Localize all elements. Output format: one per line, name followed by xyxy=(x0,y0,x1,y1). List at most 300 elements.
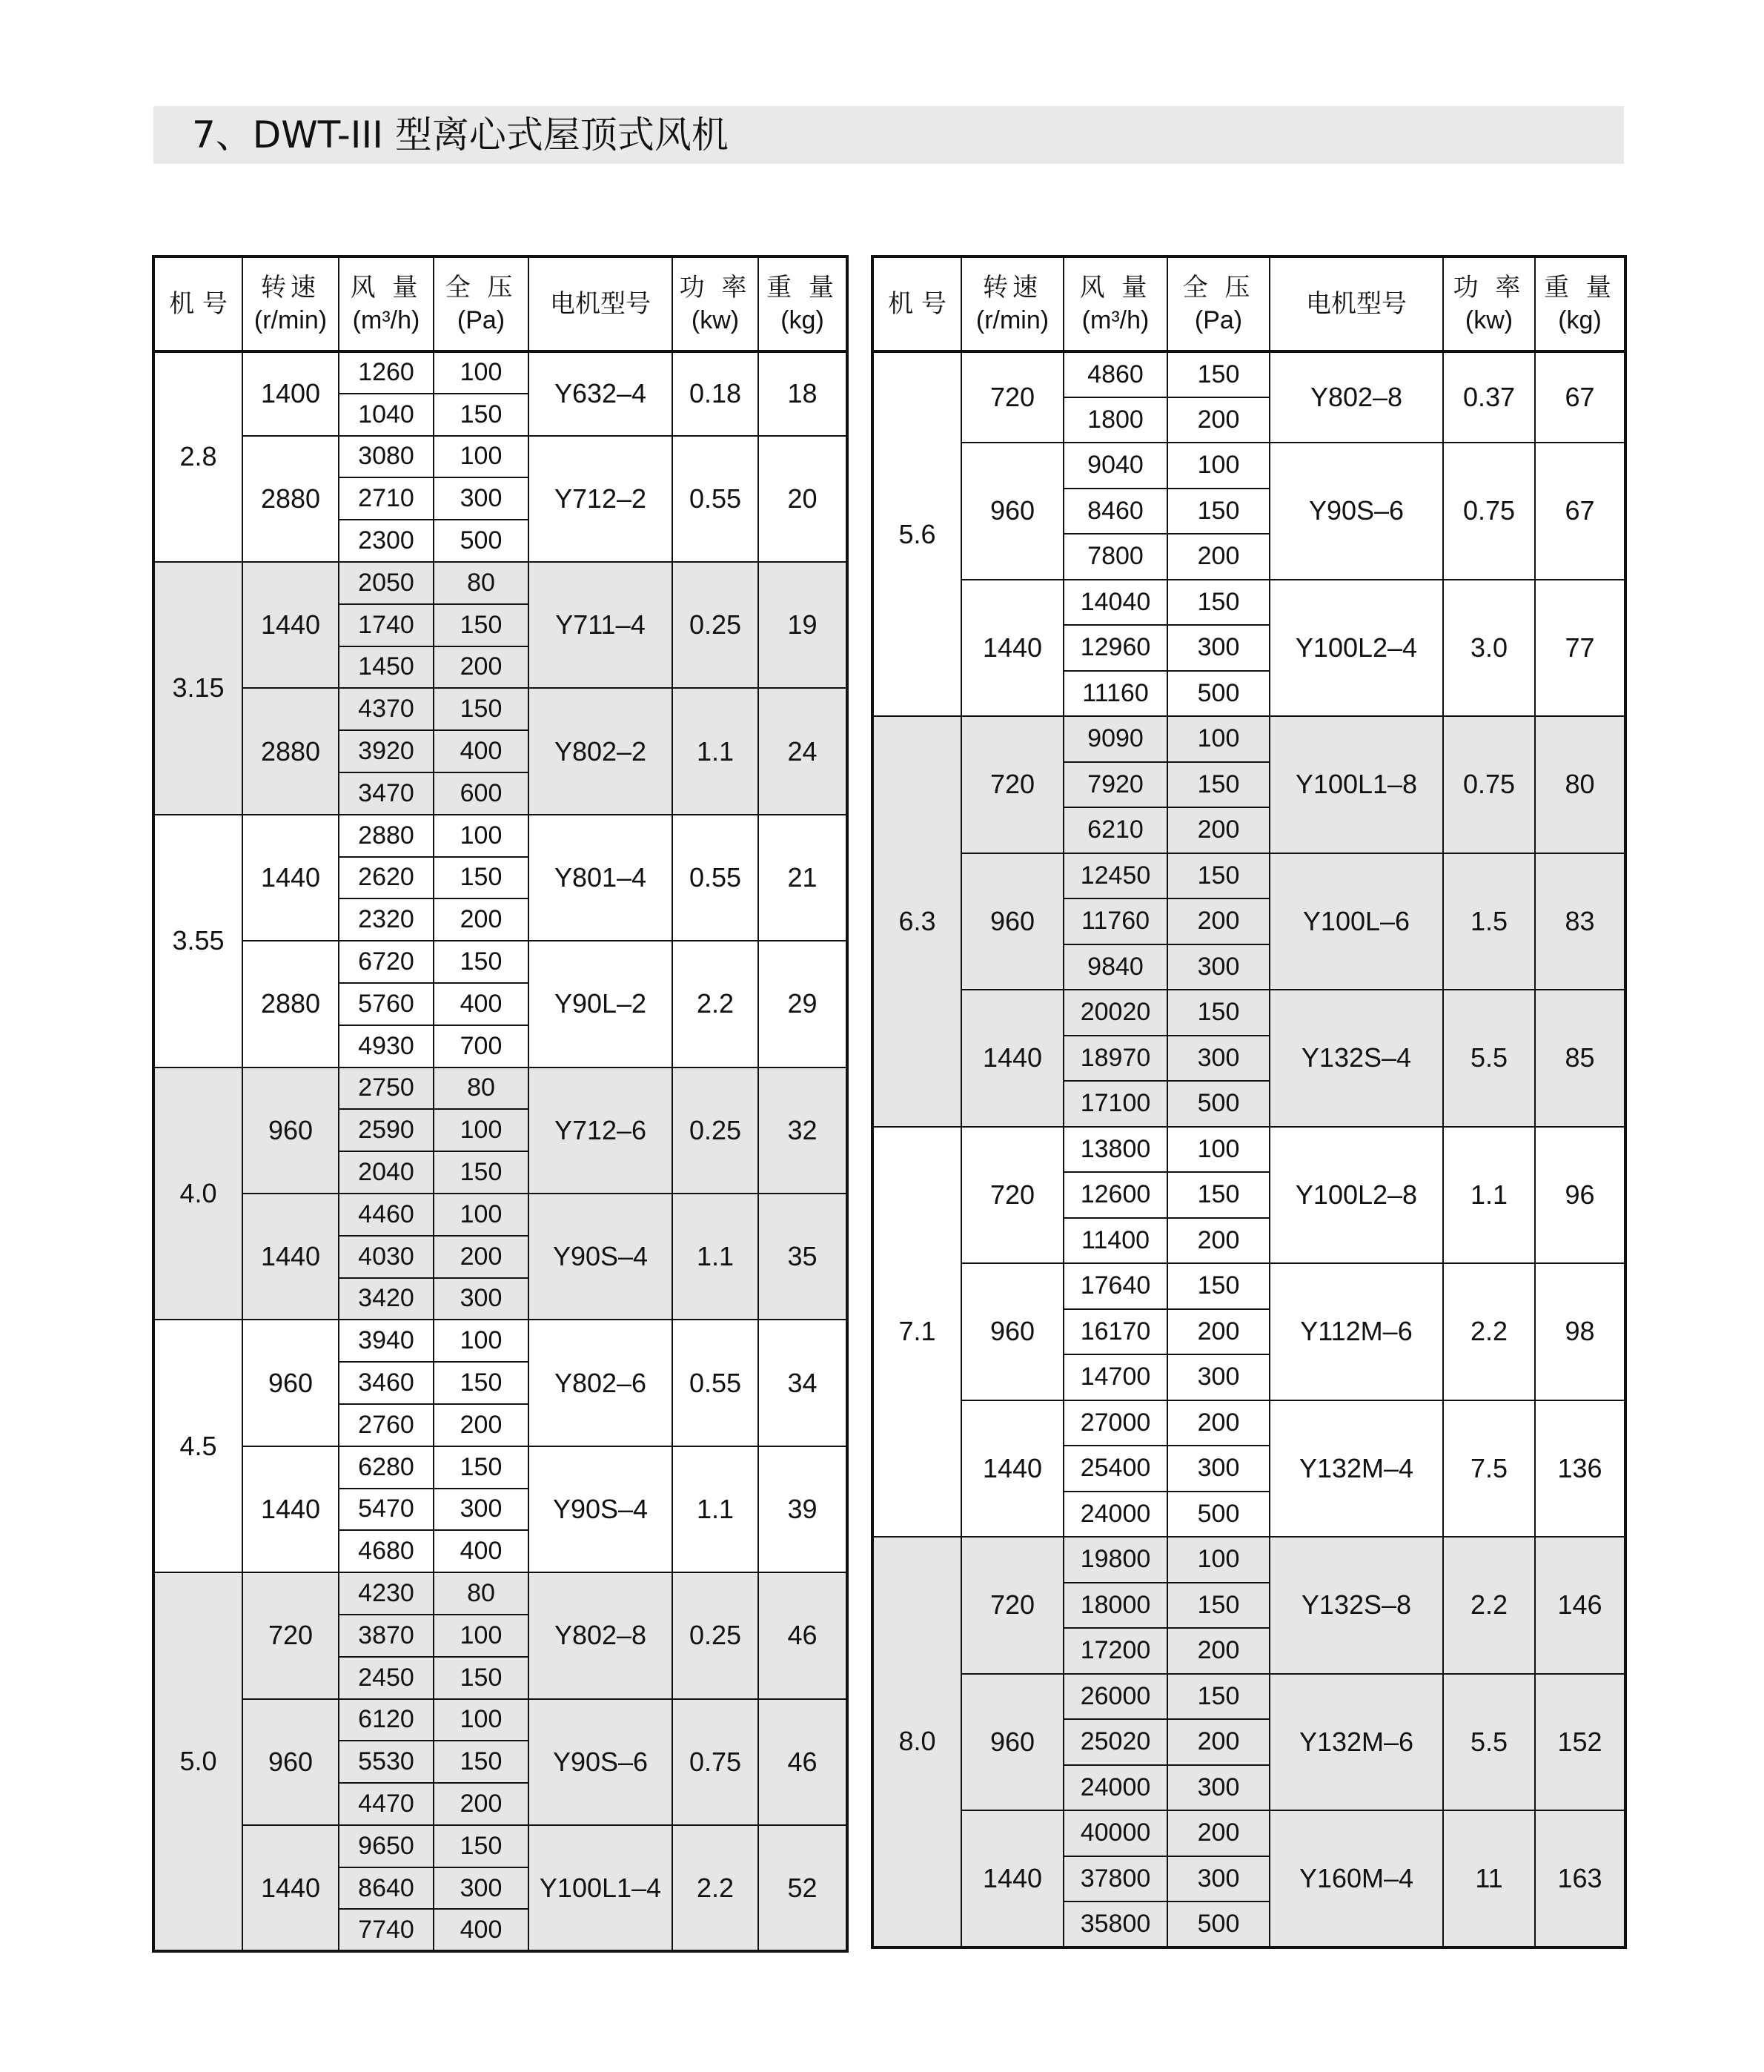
pressure-cell: 500 xyxy=(1167,1492,1270,1538)
speed-cell: 1440 xyxy=(961,990,1064,1127)
pressure-cell: 300 xyxy=(434,1489,528,1531)
speed-cell: 720 xyxy=(961,351,1064,443)
motor-model-cell: Y100L1–8 xyxy=(1270,716,1443,853)
table-body-right xyxy=(872,351,1625,1947)
pressure-cell: 150 xyxy=(1167,580,1270,626)
pressure-cell: 150 xyxy=(1167,489,1270,534)
flow-cell: 14700 xyxy=(1064,1354,1167,1400)
weight-cell: 20 xyxy=(758,436,847,562)
pressure-cell: 500 xyxy=(1167,671,1270,717)
flow-cell: 9650 xyxy=(339,1825,434,1867)
motor-model-cell: Y802–8 xyxy=(528,1572,672,1698)
pressure-cell: 100 xyxy=(434,1194,528,1236)
flow-cell: 4370 xyxy=(339,688,434,730)
weight-cell: 67 xyxy=(1535,443,1625,580)
weight-cell: 96 xyxy=(1535,1127,1625,1264)
motor-model-cell: Y100L2–8 xyxy=(1270,1127,1443,1264)
pressure-cell: 150 xyxy=(1167,1583,1270,1629)
table-row xyxy=(872,443,1625,489)
power-cell: 2.2 xyxy=(1443,1263,1535,1400)
power-cell: 2.2 xyxy=(672,941,758,1067)
flow-cell: 2880 xyxy=(339,815,434,857)
speed-cell: 2880 xyxy=(242,688,339,814)
flow-cell: 13800 xyxy=(1064,1127,1167,1173)
flow-cell: 5470 xyxy=(339,1489,434,1531)
flow-cell: 3460 xyxy=(339,1362,434,1404)
flow-cell: 14040 xyxy=(1064,580,1167,626)
table-row xyxy=(153,815,847,857)
motor-model-cell: Y802–8 xyxy=(1270,351,1443,443)
flow-cell: 20020 xyxy=(1064,990,1167,1036)
power-cell: 2.2 xyxy=(672,1825,758,1951)
fan-no-cell: 2.8 xyxy=(153,351,242,562)
flow-cell: 11760 xyxy=(1064,898,1167,944)
pressure-cell: 200 xyxy=(1167,1400,1270,1446)
speed-cell: 2880 xyxy=(242,941,339,1067)
table-row xyxy=(153,1320,847,1362)
motor-model-cell: Y802–6 xyxy=(528,1320,672,1446)
pressure-cell: 150 xyxy=(434,1825,528,1867)
flow-cell: 8640 xyxy=(339,1867,434,1910)
flow-cell: 5530 xyxy=(339,1741,434,1783)
pressure-cell: 300 xyxy=(1167,1446,1270,1492)
speed-cell: 1400 xyxy=(242,351,339,436)
weight-cell: 34 xyxy=(758,1320,847,1446)
motor-model-cell: Y132S–4 xyxy=(1270,990,1443,1127)
weight-cell: 35 xyxy=(758,1194,847,1320)
table-row xyxy=(153,941,847,983)
power-cell: 0.55 xyxy=(672,815,758,941)
pressure-cell: 300 xyxy=(1167,1036,1270,1082)
weight-cell: 146 xyxy=(1535,1537,1625,1674)
power-cell: 1.1 xyxy=(672,688,758,814)
flow-cell: 2760 xyxy=(339,1404,434,1446)
flow-cell: 6120 xyxy=(339,1699,434,1741)
weight-cell: 80 xyxy=(1535,716,1625,853)
flow-cell: 24000 xyxy=(1064,1492,1167,1538)
weight-cell: 136 xyxy=(1535,1400,1625,1538)
speed-cell: 720 xyxy=(961,1127,1064,1264)
motor-model-cell: Y90S–4 xyxy=(528,1446,672,1572)
pressure-cell: 150 xyxy=(434,688,528,730)
weight-cell: 67 xyxy=(1535,351,1625,443)
header-motor: 电机型号 xyxy=(1270,256,1443,351)
flow-cell: 3920 xyxy=(339,730,434,772)
pressure-cell: 150 xyxy=(434,1741,528,1783)
speed-cell: 960 xyxy=(961,1263,1064,1400)
power-cell: 0.25 xyxy=(672,1572,758,1698)
speed-cell: 1440 xyxy=(242,815,339,941)
power-cell: 0.25 xyxy=(672,562,758,688)
pressure-cell: 150 xyxy=(434,941,528,983)
flow-cell: 18970 xyxy=(1064,1036,1167,1082)
table-row xyxy=(153,1194,847,1236)
flow-cell: 27000 xyxy=(1064,1400,1167,1446)
flow-cell: 2750 xyxy=(339,1068,434,1110)
flow-cell: 25400 xyxy=(1064,1446,1167,1492)
pressure-cell: 200 xyxy=(1167,1719,1270,1765)
flow-cell: 12450 xyxy=(1064,853,1167,899)
power-cell: 0.37 xyxy=(1443,351,1535,443)
pressure-cell: 300 xyxy=(1167,1856,1270,1902)
table-row xyxy=(872,990,1625,1036)
flow-cell: 6720 xyxy=(339,941,434,983)
header-weight: 重 量 (kg) xyxy=(1535,256,1625,351)
speed-cell: 960 xyxy=(961,1674,1064,1811)
flow-cell: 17200 xyxy=(1064,1628,1167,1674)
header-flow: 风 量 (m³/h) xyxy=(339,256,434,351)
table-row xyxy=(872,1810,1625,1856)
table-body-left xyxy=(153,351,847,1951)
weight-cell: 163 xyxy=(1535,1810,1625,1947)
pressure-cell: 150 xyxy=(434,1362,528,1404)
table-row xyxy=(872,351,1625,397)
weight-cell: 83 xyxy=(1535,853,1625,990)
flow-cell: 4930 xyxy=(339,1025,434,1068)
power-cell: 0.55 xyxy=(672,436,758,562)
pressure-cell: 100 xyxy=(1167,1127,1270,1173)
motor-model-cell: Y90S–4 xyxy=(528,1194,672,1320)
flow-cell: 2620 xyxy=(339,857,434,899)
pressure-cell: 500 xyxy=(1167,1901,1270,1947)
flow-cell: 2300 xyxy=(339,520,434,562)
flow-cell: 11160 xyxy=(1064,671,1167,717)
flow-cell: 25020 xyxy=(1064,1719,1167,1765)
fan-spec-table-right xyxy=(871,255,1627,1949)
pressure-cell: 300 xyxy=(434,477,528,520)
flow-cell: 24000 xyxy=(1064,1765,1167,1811)
table-row xyxy=(872,1263,1625,1309)
pressure-cell: 150 xyxy=(1167,1172,1270,1218)
flow-cell: 26000 xyxy=(1064,1674,1167,1720)
speed-cell: 960 xyxy=(242,1320,339,1446)
motor-model-cell: Y90S–6 xyxy=(1270,443,1443,580)
fan-spec-table-left xyxy=(152,255,849,1953)
table-row xyxy=(153,688,847,730)
motor-model-cell: Y132M–4 xyxy=(1270,1400,1443,1538)
header-weight: 重 量 (kg) xyxy=(758,256,847,351)
pressure-cell: 150 xyxy=(434,1657,528,1699)
flow-cell: 18000 xyxy=(1064,1583,1167,1629)
power-cell: 1.1 xyxy=(1443,1127,1535,1264)
header-power: 功 率 (kw) xyxy=(1443,256,1535,351)
flow-cell: 2050 xyxy=(339,562,434,604)
power-cell: 7.5 xyxy=(1443,1400,1535,1538)
table-row xyxy=(872,1674,1625,1720)
fan-no-cell: 5.6 xyxy=(872,351,961,716)
motor-model-cell: Y712–2 xyxy=(528,436,672,562)
pressure-cell: 200 xyxy=(1167,534,1270,580)
weight-cell: 18 xyxy=(758,351,847,436)
pressure-cell: 150 xyxy=(1167,1674,1270,1720)
pressure-cell: 400 xyxy=(434,983,528,1025)
weight-cell: 21 xyxy=(758,815,847,941)
pressure-cell: 150 xyxy=(434,394,528,436)
power-cell: 0.75 xyxy=(1443,716,1535,853)
pressure-cell: 150 xyxy=(1167,1263,1270,1309)
flow-cell: 1040 xyxy=(339,394,434,436)
table-row xyxy=(153,1446,847,1489)
flow-cell: 1740 xyxy=(339,604,434,646)
weight-cell: 85 xyxy=(1535,990,1625,1127)
power-cell: 0.55 xyxy=(672,1320,758,1446)
table-row xyxy=(872,1537,1625,1583)
pressure-cell: 400 xyxy=(434,1530,528,1572)
pressure-cell: 100 xyxy=(434,436,528,478)
table-header-row xyxy=(872,256,1625,351)
motor-model-cell: Y100L1–4 xyxy=(528,1825,672,1951)
header-pressure: 全 压 (Pa) xyxy=(434,256,528,351)
flow-cell: 9090 xyxy=(1064,716,1167,762)
weight-cell: 29 xyxy=(758,941,847,1067)
header-speed: 转速 (r/min) xyxy=(961,256,1064,351)
motor-model-cell: Y160M–4 xyxy=(1270,1810,1443,1947)
motor-model-cell: Y132M–6 xyxy=(1270,1674,1443,1811)
pressure-cell: 200 xyxy=(434,1783,528,1825)
table-row xyxy=(153,1825,847,1867)
speed-cell: 1440 xyxy=(961,1810,1064,1947)
motor-model-cell: Y100L–6 xyxy=(1270,853,1443,990)
weight-cell: 77 xyxy=(1535,580,1625,717)
motor-model-cell: Y112M–6 xyxy=(1270,1263,1443,1400)
speed-cell: 1440 xyxy=(961,1400,1064,1538)
table-row xyxy=(872,716,1625,762)
table-row xyxy=(153,562,847,604)
pressure-cell: 300 xyxy=(1167,1765,1270,1811)
pressure-cell: 200 xyxy=(1167,1628,1270,1674)
motor-model-cell: Y801–4 xyxy=(528,815,672,941)
pressure-cell: 150 xyxy=(434,857,528,899)
flow-cell: 3420 xyxy=(339,1278,434,1320)
power-cell: 2.2 xyxy=(1443,1537,1535,1674)
header-power: 功 率 (kw) xyxy=(672,256,758,351)
flow-cell: 40000 xyxy=(1064,1810,1167,1856)
pressure-cell: 300 xyxy=(434,1867,528,1910)
weight-cell: 32 xyxy=(758,1068,847,1194)
flow-cell: 3470 xyxy=(339,772,434,815)
pressure-cell: 300 xyxy=(1167,1354,1270,1400)
flow-cell: 19800 xyxy=(1064,1537,1167,1583)
speed-cell: 1440 xyxy=(242,1825,339,1951)
pressure-cell: 200 xyxy=(1167,898,1270,944)
header-no: 机 号 xyxy=(153,256,242,351)
power-cell: 3.0 xyxy=(1443,580,1535,717)
pressure-cell: 100 xyxy=(1167,1537,1270,1583)
speed-cell: 1440 xyxy=(242,1446,339,1572)
flow-cell: 17100 xyxy=(1064,1081,1167,1127)
speed-cell: 720 xyxy=(961,1537,1064,1674)
section-title: 7、DWT-III 型离心式屋顶式风机 xyxy=(192,113,729,156)
pressure-cell: 700 xyxy=(434,1025,528,1068)
section-title-bar xyxy=(153,106,1624,164)
motor-model-cell: Y712–6 xyxy=(528,1068,672,1194)
weight-cell: 46 xyxy=(758,1572,847,1698)
power-cell: 1.5 xyxy=(1443,853,1535,990)
motor-model-cell: Y802–2 xyxy=(528,688,672,814)
flow-cell: 4680 xyxy=(339,1530,434,1572)
pressure-cell: 150 xyxy=(1167,351,1270,397)
power-cell: 11 xyxy=(1443,1810,1535,1947)
flow-cell: 3940 xyxy=(339,1320,434,1362)
table-header-row xyxy=(153,256,847,351)
pressure-cell: 100 xyxy=(1167,443,1270,489)
fan-no-cell: 4.0 xyxy=(153,1068,242,1320)
pressure-cell: 100 xyxy=(434,1320,528,1362)
motor-model-cell: Y100L2–4 xyxy=(1270,580,1443,717)
pressure-cell: 200 xyxy=(1167,1810,1270,1856)
speed-cell: 960 xyxy=(961,443,1064,580)
power-cell: 1.1 xyxy=(672,1446,758,1572)
table-row xyxy=(872,1127,1625,1173)
pressure-cell: 200 xyxy=(1167,1218,1270,1264)
flow-cell: 17640 xyxy=(1064,1263,1167,1309)
pressure-cell: 80 xyxy=(434,1572,528,1615)
table-row xyxy=(153,1572,847,1615)
table-row xyxy=(153,436,847,478)
flow-cell: 7920 xyxy=(1064,762,1167,808)
flow-cell: 6210 xyxy=(1064,807,1167,853)
weight-cell: 52 xyxy=(758,1825,847,1951)
flow-cell: 3080 xyxy=(339,436,434,478)
header-no: 机 号 xyxy=(872,256,961,351)
pressure-cell: 150 xyxy=(434,604,528,646)
speed-cell: 720 xyxy=(961,716,1064,853)
flow-cell: 5760 xyxy=(339,983,434,1025)
fan-no-cell: 6.3 xyxy=(872,716,961,1127)
speed-cell: 960 xyxy=(242,1699,339,1825)
pressure-cell: 100 xyxy=(434,815,528,857)
header-flow: 风 量 (m³/h) xyxy=(1064,256,1167,351)
pressure-cell: 200 xyxy=(434,646,528,689)
motor-model-cell: Y90L–2 xyxy=(528,941,672,1067)
pressure-cell: 500 xyxy=(1167,1081,1270,1127)
pressure-cell: 150 xyxy=(434,1446,528,1489)
speed-cell: 720 xyxy=(242,1572,339,1698)
table-row xyxy=(153,1699,847,1741)
power-cell: 0.25 xyxy=(672,1068,758,1194)
pressure-cell: 200 xyxy=(434,1404,528,1446)
fan-no-cell: 3.15 xyxy=(153,562,242,815)
pressure-cell: 200 xyxy=(434,1236,528,1278)
pressure-cell: 80 xyxy=(434,1068,528,1110)
weight-cell: 39 xyxy=(758,1446,847,1572)
flow-cell: 35800 xyxy=(1064,1901,1167,1947)
speed-cell: 2880 xyxy=(242,436,339,562)
weight-cell: 98 xyxy=(1535,1263,1625,1400)
pressure-cell: 300 xyxy=(1167,625,1270,671)
flow-cell: 37800 xyxy=(1064,1856,1167,1902)
pressure-cell: 400 xyxy=(434,1909,528,1951)
pressure-cell: 150 xyxy=(1167,853,1270,899)
pressure-cell: 100 xyxy=(434,1615,528,1657)
table-row xyxy=(872,853,1625,899)
pressure-cell: 400 xyxy=(434,730,528,772)
flow-cell: 12960 xyxy=(1064,625,1167,671)
table-row xyxy=(153,1068,847,1110)
flow-cell: 4470 xyxy=(339,1783,434,1825)
flow-cell: 2450 xyxy=(339,1657,434,1699)
fan-no-cell: 8.0 xyxy=(872,1537,961,1947)
pressure-cell: 200 xyxy=(434,898,528,941)
flow-cell: 2590 xyxy=(339,1109,434,1151)
flow-cell: 1260 xyxy=(339,351,434,394)
table-row xyxy=(872,1400,1625,1446)
flow-cell: 4230 xyxy=(339,1572,434,1615)
header-pressure: 全 压 (Pa) xyxy=(1167,256,1270,351)
header-speed: 转速 (r/min) xyxy=(242,256,339,351)
motor-model-cell: Y711–4 xyxy=(528,562,672,688)
pressure-cell: 150 xyxy=(1167,762,1270,808)
flow-cell: 8460 xyxy=(1064,489,1167,534)
flow-cell: 4460 xyxy=(339,1194,434,1236)
power-cell: 5.5 xyxy=(1443,990,1535,1127)
pressure-cell: 150 xyxy=(434,1151,528,1194)
pressure-cell: 100 xyxy=(434,1109,528,1151)
weight-cell: 24 xyxy=(758,688,847,814)
fan-no-cell: 7.1 xyxy=(872,1127,961,1538)
flow-cell: 2040 xyxy=(339,1151,434,1194)
weight-cell: 46 xyxy=(758,1699,847,1825)
weight-cell: 19 xyxy=(758,562,847,688)
motor-model-cell: Y632–4 xyxy=(528,351,672,436)
power-cell: 5.5 xyxy=(1443,1674,1535,1811)
weight-cell: 152 xyxy=(1535,1674,1625,1811)
fan-no-cell: 5.0 xyxy=(153,1572,242,1951)
power-cell: 0.18 xyxy=(672,351,758,436)
pressure-cell: 100 xyxy=(434,351,528,394)
pressure-cell: 200 xyxy=(1167,1309,1270,1355)
power-cell: 0.75 xyxy=(672,1699,758,1825)
speed-cell: 960 xyxy=(242,1068,339,1194)
motor-model-cell: Y132S–8 xyxy=(1270,1537,1443,1674)
pressure-cell: 300 xyxy=(434,1278,528,1320)
flow-cell: 11400 xyxy=(1064,1218,1167,1264)
table-row xyxy=(153,351,847,394)
flow-cell: 9040 xyxy=(1064,443,1167,489)
flow-cell: 1450 xyxy=(339,646,434,689)
flow-cell: 4860 xyxy=(1064,351,1167,397)
flow-cell: 7800 xyxy=(1064,534,1167,580)
flow-cell: 6280 xyxy=(339,1446,434,1489)
pressure-cell: 150 xyxy=(1167,990,1270,1036)
pressure-cell: 200 xyxy=(1167,807,1270,853)
fan-no-cell: 4.5 xyxy=(153,1320,242,1572)
pressure-cell: 600 xyxy=(434,772,528,815)
power-cell: 0.75 xyxy=(1443,443,1535,580)
flow-cell: 3870 xyxy=(339,1615,434,1657)
fan-no-cell: 3.55 xyxy=(153,815,242,1068)
flow-cell: 4030 xyxy=(339,1236,434,1278)
flow-cell: 12600 xyxy=(1064,1172,1167,1218)
pressure-cell: 200 xyxy=(1167,397,1270,443)
motor-model-cell: Y90S–6 xyxy=(528,1699,672,1825)
speed-cell: 960 xyxy=(961,853,1064,990)
table-row xyxy=(872,580,1625,626)
flow-cell: 2320 xyxy=(339,898,434,941)
pressure-cell: 100 xyxy=(434,1699,528,1741)
pressure-cell: 500 xyxy=(434,520,528,562)
speed-cell: 1440 xyxy=(242,1194,339,1320)
flow-cell: 9840 xyxy=(1064,944,1167,990)
pressure-cell: 80 xyxy=(434,562,528,604)
speed-cell: 1440 xyxy=(961,580,1064,717)
speed-cell: 1440 xyxy=(242,562,339,688)
header-motor: 电机型号 xyxy=(528,256,672,351)
flow-cell: 1800 xyxy=(1064,397,1167,443)
flow-cell: 2710 xyxy=(339,477,434,520)
flow-cell: 16170 xyxy=(1064,1309,1167,1355)
flow-cell: 7740 xyxy=(339,1909,434,1951)
